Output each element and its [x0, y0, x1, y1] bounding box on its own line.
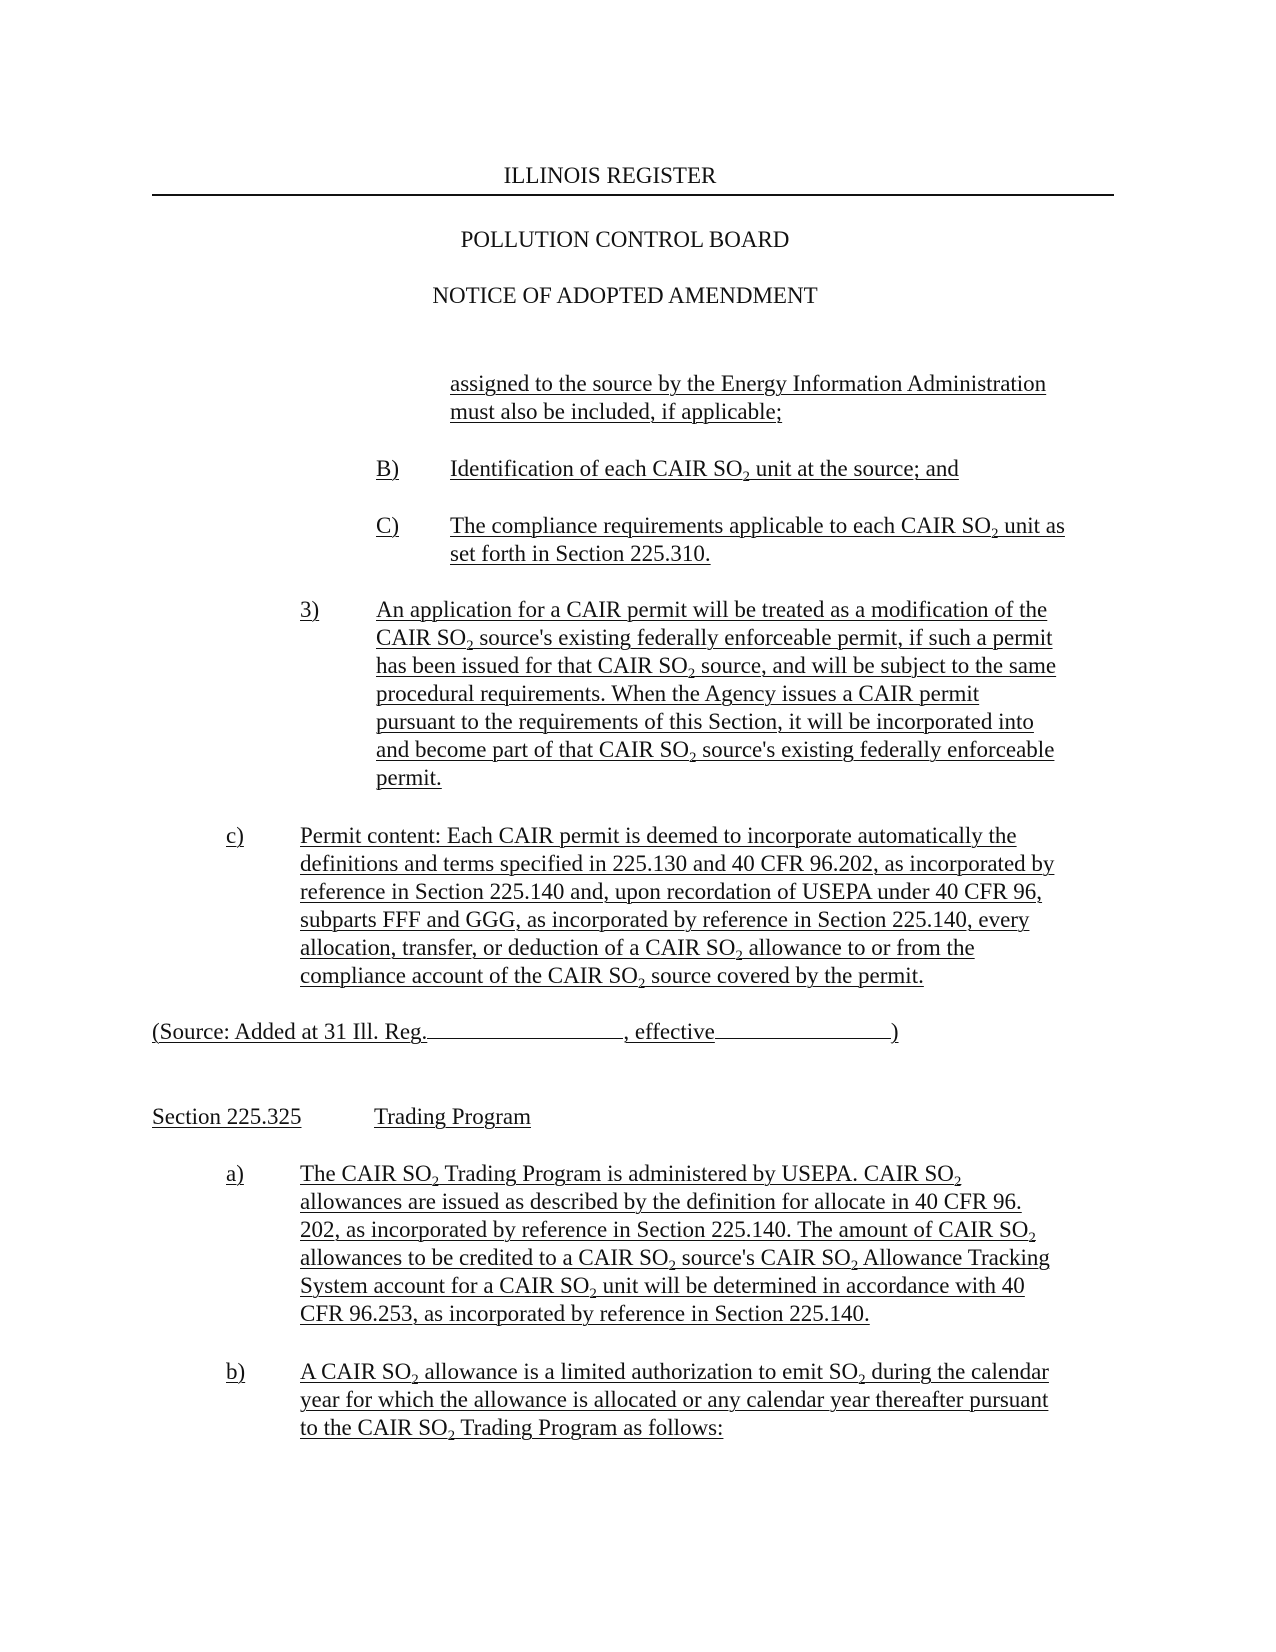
item-a-l4-a: allowances to be credited to a CAIR SO	[300, 1245, 669, 1270]
effective-date-blank	[715, 1018, 891, 1039]
item-b-l3-pre: to the CAIR SO	[300, 1415, 448, 1440]
item-B-text-post: unit at the source; and	[750, 456, 959, 481]
item-a-line-2: allowances are issued as described by the definition for allocate in 40 CFR 96.	[300, 1189, 1022, 1214]
item-3-l6-pre: and become part of that CAIR SO	[376, 737, 689, 762]
item-B-text	[450, 455, 959, 483]
item-b-line-2: year for which the allowance is allocated or any calendar year thereafter pursuant	[300, 1387, 1049, 1412]
section-number-text: Section 225.325	[152, 1104, 302, 1129]
item-B-label	[376, 455, 450, 483]
item-c-line-6	[300, 962, 924, 990]
subscript: 2	[447, 1428, 456, 1444]
item-a-l1-a: The CAIR SO	[300, 1161, 432, 1186]
subscript: 2	[742, 469, 751, 485]
item-c-line-3: reference in Section 225.140 and, upon recordation of USEPA under 40 CFR 96,	[300, 879, 1043, 904]
item-a-l5-pre: System account for a CAIR SO	[300, 1273, 590, 1298]
subscript: 2	[850, 1258, 859, 1274]
source-note	[152, 1018, 899, 1046]
item-3-label	[300, 596, 376, 624]
item-3-l2-post: source's existing federally enforceable permit, if such a permit	[473, 625, 1053, 650]
item-3-line-5: pursuant to the requirements of this Section, it will be incorporated into	[376, 709, 1034, 734]
item-c-line-2: definitions and terms specified in 225.130 and 40 CFR 96.202, as incorporated by	[300, 851, 1055, 876]
item-c-label-text: c)	[226, 823, 244, 848]
item-c-l5-post: allowance to or from the	[742, 935, 975, 960]
item-a-label-text: a)	[226, 1161, 244, 1186]
subscript: 2	[735, 948, 743, 964]
item-c-l6-pre: compliance account of the CAIR SO	[300, 963, 638, 988]
item-3-line-6	[376, 736, 1054, 764]
item-b-label-text: b)	[226, 1359, 246, 1384]
source-note-post: )	[890, 1019, 899, 1044]
item-a-line-5	[300, 1272, 1025, 1300]
source-note-mid: , effective	[623, 1019, 715, 1044]
register-title	[0, 162, 1276, 190]
item-c-label	[226, 822, 300, 850]
item-b-l3-post: Trading Program as follows:	[455, 1415, 724, 1440]
item-a-l3-pre: 202, as incorporated by reference in Section 225.140. The amount of CAIR SO	[300, 1217, 1029, 1242]
item-c-line-4: subparts FFF and GGG, as incorporated by reference in Section 225.140, every	[300, 907, 1030, 932]
subscript: 2	[990, 526, 999, 542]
item-B-label-text: B)	[376, 456, 399, 481]
item-b-label	[226, 1358, 300, 1386]
item-a-label	[226, 1160, 300, 1188]
subscript: 2	[431, 1174, 440, 1190]
item-a-line-6: CFR 96.253, as incorporated by reference in Section 225.140.	[300, 1301, 870, 1326]
item-3-label-text: 3)	[300, 597, 320, 622]
subscript: 2	[1028, 1230, 1036, 1246]
item-3-line-2	[376, 624, 1053, 652]
subscript: 2	[589, 1286, 597, 1302]
item-a-line-1	[300, 1160, 961, 1188]
subscript: 2	[858, 1372, 866, 1388]
item-c-l6-post: source covered by the permit.	[645, 963, 924, 988]
cont-line-2: must also be included, if applicable;	[450, 399, 783, 424]
subscript: 2	[411, 1372, 419, 1388]
cont-line-1: assigned to the source by the Energy Information Administration	[450, 371, 1047, 396]
item-b-l1-c: during the calendar	[865, 1359, 1049, 1384]
board-title	[0, 226, 1276, 254]
item-3-line-7: permit.	[376, 765, 442, 790]
item-C-l1-post: unit as	[998, 513, 1065, 538]
subscript: 2	[953, 1174, 962, 1190]
item-c-line-1: Permit content: Each CAIR permit is deemed to incorporate automatically the	[300, 823, 1017, 848]
item-3-l6-post: source's existing federally enforceable	[696, 737, 1055, 762]
item-a-l4-c: Allowance Tracking	[858, 1245, 1050, 1270]
subscript: 2	[637, 976, 646, 992]
item-b-l1-a: A CAIR SO	[300, 1359, 412, 1384]
item-C-l1-pre: The compliance requirements applicable to each CAIR SO	[450, 513, 991, 538]
item-c-line-5	[300, 934, 975, 962]
item-3-line-1: An application for a CAIR permit will be treated as a modification of the	[376, 597, 1048, 622]
subscript: 2	[668, 1258, 677, 1274]
item-3-l2-pre: CAIR SO	[376, 625, 467, 650]
header-rule	[152, 194, 1114, 196]
item-a-l4-b: source's CAIR SO	[676, 1245, 851, 1270]
item-3-l3-post: source, and will be subject to the same	[695, 653, 1057, 678]
item-C-line-2: set forth in Section 225.310.	[450, 541, 711, 566]
item-a-line-4	[300, 1244, 1050, 1272]
register-title-text: ILLINOIS REGISTER	[503, 163, 717, 188]
item-a-line-3	[300, 1216, 1036, 1244]
item-3-line-4: procedural requirements. When the Agency issues a CAIR permit	[376, 681, 980, 706]
item-a-l1-b: Trading Program is administered by USEPA. CAIR SO	[439, 1161, 954, 1186]
notice-title-text: NOTICE OF ADOPTED AMENDMENT	[432, 283, 818, 308]
subscript: 2	[687, 666, 696, 682]
section-title: Trading Program	[374, 1104, 531, 1129]
item-3-line-3	[376, 652, 1056, 680]
item-b-l1-b: allowance is a limited authorization to emit SO	[418, 1359, 859, 1384]
item-b-line-3	[300, 1414, 723, 1442]
item-c-l5-pre: allocation, transfer, or deduction of a CAIR SO	[300, 935, 736, 960]
item-b-line-1	[300, 1358, 1049, 1386]
register-blank	[427, 1018, 623, 1039]
item-C-label	[376, 512, 450, 540]
source-note-pre: (Source: Added at 31 Ill. Reg.	[152, 1019, 428, 1044]
item-C-line-1	[450, 512, 1065, 540]
item-a-l5-post: unit will be determined in accordance with 40	[596, 1273, 1025, 1298]
subscript: 2	[688, 750, 697, 766]
section-number	[152, 1103, 374, 1131]
item-3-l3-pre: has been issued for that CAIR SO	[376, 653, 688, 678]
item-C-label-text: C)	[376, 513, 399, 538]
item-B-text-pre: Identification of each CAIR SO	[450, 456, 743, 481]
subscript: 2	[466, 638, 474, 654]
notice-title	[0, 282, 1276, 310]
board-title-text: POLLUTION CONTROL BOARD	[460, 227, 790, 252]
